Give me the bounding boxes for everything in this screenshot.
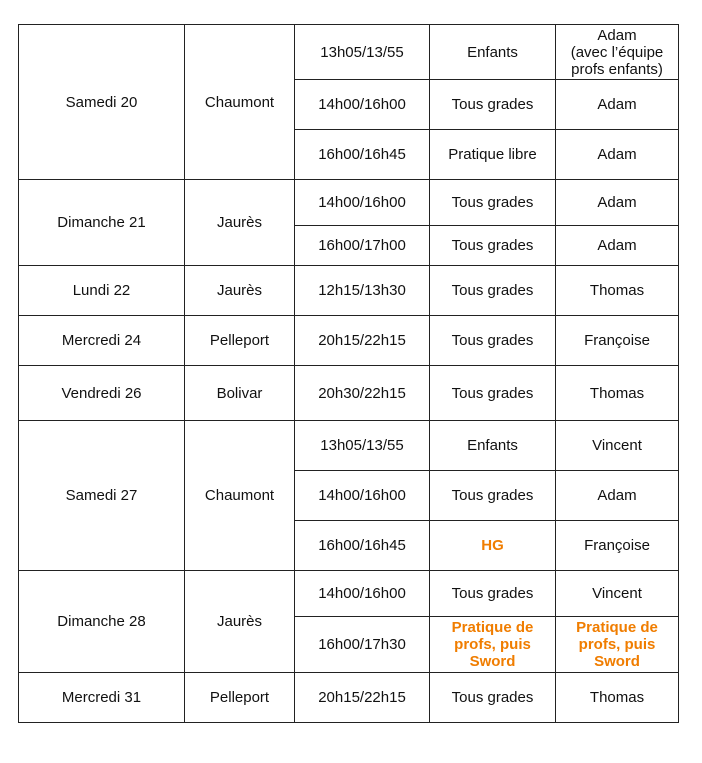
teacher-note: (avec l’équipe profs enfants) xyxy=(570,43,664,78)
type-cell: Tous grades xyxy=(430,673,556,723)
time-cell: 14h00/16h00 xyxy=(295,180,430,226)
type-cell: Pratique libre xyxy=(430,130,556,180)
schedule-table xyxy=(18,24,679,723)
day-cell: Samedi 27 xyxy=(19,421,185,571)
teacher-cell: Thomas xyxy=(556,673,679,723)
time-cell: 16h00/17h00 xyxy=(295,226,430,266)
type-cell: Tous grades xyxy=(430,180,556,226)
teacher-cell: Vincent xyxy=(556,421,679,471)
time-cell: 16h00/16h45 xyxy=(295,521,430,571)
time-cell: 14h00/16h00 xyxy=(295,571,430,617)
time-cell: 14h00/16h00 xyxy=(295,471,430,521)
teacher-cell: Thomas xyxy=(556,366,679,421)
type-cell: Tous grades xyxy=(430,226,556,266)
place-cell: Pelleport xyxy=(185,673,295,723)
place-cell: Chaumont xyxy=(185,421,295,571)
teacher-cell xyxy=(556,25,679,80)
place-cell: Bolivar xyxy=(185,366,295,421)
place-cell: Chaumont xyxy=(185,25,295,180)
time-cell: 20h15/22h15 xyxy=(295,673,430,723)
day-cell: Dimanche 21 xyxy=(19,180,185,266)
table-row xyxy=(19,366,679,421)
day-cell: Mercredi 31 xyxy=(19,673,185,723)
day-cell: Vendredi 26 xyxy=(19,366,185,421)
time-cell: 20h15/22h15 xyxy=(295,316,430,366)
teacher-cell: Adam xyxy=(556,471,679,521)
teacher-cell: Françoise xyxy=(556,521,679,571)
place-cell: Jaurès xyxy=(185,180,295,266)
table-row xyxy=(19,25,679,80)
time-cell: 16h00/17h30 xyxy=(295,617,430,673)
teacher-cell-highlight: Pratique de profs, puis Sword xyxy=(556,617,679,673)
type-cell-highlight: HG xyxy=(430,521,556,571)
type-cell: Tous grades xyxy=(430,471,556,521)
teacher-cell: Vincent xyxy=(556,571,679,617)
time-cell: 14h00/16h00 xyxy=(295,80,430,130)
table-row xyxy=(19,180,679,226)
table-row xyxy=(19,673,679,723)
time-cell: 13h05/13/55 xyxy=(295,25,430,80)
place-cell: Jaurès xyxy=(185,571,295,673)
place-cell: Pelleport xyxy=(185,316,295,366)
type-cell: Enfants xyxy=(430,421,556,471)
table-row xyxy=(19,266,679,316)
time-cell: 13h05/13/55 xyxy=(295,421,430,471)
teacher-cell: Thomas xyxy=(556,266,679,316)
type-cell-highlight: Pratique de profs, puis Sword xyxy=(430,617,556,673)
day-cell: Samedi 20 xyxy=(19,25,185,180)
teacher-cell: Adam xyxy=(556,180,679,226)
table-row xyxy=(19,316,679,366)
table-row xyxy=(19,421,679,471)
teacher-cell: Adam xyxy=(556,130,679,180)
type-cell: Tous grades xyxy=(430,316,556,366)
day-cell: Dimanche 28 xyxy=(19,571,185,673)
day-cell: Mercredi 24 xyxy=(19,316,185,366)
place-cell: Jaurès xyxy=(185,266,295,316)
type-cell: Tous grades xyxy=(430,571,556,617)
table-row xyxy=(19,571,679,617)
teacher-cell: Françoise xyxy=(556,316,679,366)
day-cell: Lundi 22 xyxy=(19,266,185,316)
time-cell: 16h00/16h45 xyxy=(295,130,430,180)
time-cell: 20h30/22h15 xyxy=(295,366,430,421)
type-cell: Tous grades xyxy=(430,366,556,421)
teacher-cell: Adam xyxy=(556,226,679,266)
type-cell: Enfants xyxy=(430,25,556,80)
type-cell: Tous grades xyxy=(430,80,556,130)
time-cell: 12h15/13h30 xyxy=(295,266,430,316)
type-cell: Tous grades xyxy=(430,266,556,316)
teacher-cell: Adam xyxy=(556,80,679,130)
teacher-name: Adam xyxy=(597,26,637,44)
